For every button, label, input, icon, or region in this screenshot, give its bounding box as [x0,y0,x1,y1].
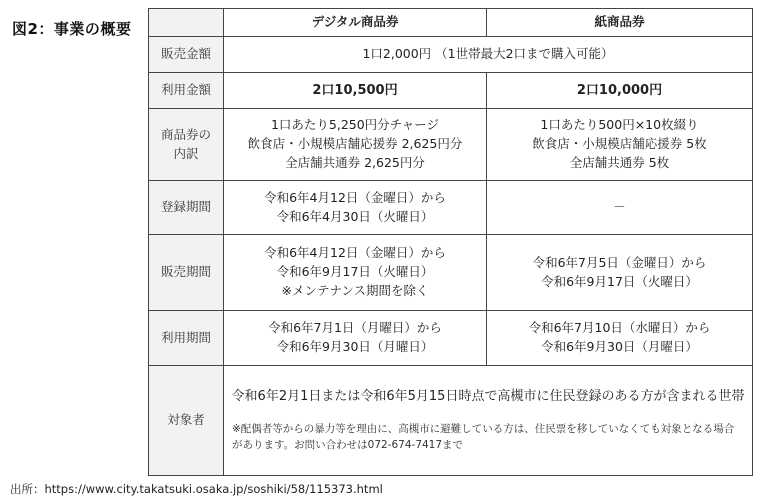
source-citation: 出所：https://www.city.takatsuki.osaka.jp/soshiki/58/115373.html [10,482,383,496]
usage-amount-digital: 2口10,500円 [224,73,487,109]
use-period-digital-line: 令和6年9月30日（月曜日） [276,339,434,354]
use-period-digital-line: 令和6年7月1日（月曜日）から [268,320,442,336]
breakdown-paper-line: 全店舗共通券 5枚 [569,154,670,170]
sales-digital [224,235,487,311]
eligible-main-text: 令和6年2月1日または令和6年5月15日時点で高槻市に住民登録のある方が含まれる世帯 [231,389,745,405]
overview-table [148,8,753,476]
header-paper: 紙商品券 [487,9,753,37]
header-digital: デジタル商品券 [224,9,487,37]
figure-title: 図2：事業の概要 [12,20,132,38]
eligible-value [224,366,753,476]
registration-digital-line: 令和6年4月30日（火曜日） [276,208,434,224]
breakdown-digital [224,109,487,181]
row-label-registration: 登録期間 [149,181,224,235]
row-label-price: 販売金額 [149,37,224,73]
sales-digital-line: 令和6年9月17日（火曜日） [276,264,434,280]
table-row-price [149,37,753,73]
breakdown-paper-line: 1口あたり500円×10枚綴り [540,117,699,133]
table-row-eligible [149,366,753,476]
table-row-breakdown [149,109,753,181]
price-value: 1口2,000円 （1世帯最大2口まで購入可能） [224,37,753,73]
header-empty-cell [149,9,224,37]
table-row-registration [149,181,753,235]
use-period-digital [224,311,487,366]
table-row-sales [149,235,753,311]
row-label-eligible: 対象者 [149,366,224,476]
breakdown-paper-line: 飲食店・小規模店舗応援券 5枚 [532,136,707,152]
breakdown-digital-line: 全店舗共通券 2,625円分 [285,154,425,170]
row-label-usage-amount: 利用金額 [149,73,224,109]
usage-amount-paper: 2口10,000円 [487,73,753,109]
use-period-paper-line: 令和6年9月30日（月曜日） [541,339,698,354]
sales-paper-line: 令和6年7月5日（金曜日）から [532,254,707,270]
row-label-use-period: 利用期間 [149,311,224,366]
registration-digital-line: 令和6年4月12日（金曜日）から [264,189,446,205]
breakdown-digital-line: 1口あたり5,250円分チャージ [270,117,440,133]
sales-digital-line: ※メンテナンス期間を除く [281,282,429,298]
registration-paper: － [487,181,753,235]
table-header-row [149,9,753,37]
sales-paper-line: 令和6年9月17日（火曜日） [541,273,698,289]
row-label-sales: 販売期間 [149,235,224,311]
sales-paper [487,235,753,311]
use-period-paper [487,311,753,366]
table-row-use-period [149,311,753,366]
table-row-usage-amount [149,73,753,109]
breakdown-digital-line: 飲食店・小規模店舗応援券 2,625円分 [247,136,463,152]
registration-digital [224,181,487,235]
sales-digital-line: 令和6年4月12日（金曜日）から [264,245,446,261]
breakdown-paper [487,109,753,181]
breakdown-label-line-1: 商品券の [160,126,211,142]
row-label-breakdown [149,109,224,181]
use-period-paper-line: 令和6年7月10日（水曜日）から [528,320,711,336]
breakdown-label-line-2: 内訳 [173,145,199,161]
eligible-note: ※配偶者等からの暴力等を理由に、高槻市に避難している方は、住民票を移していなくても対象となる場合があります。お問い合わせは072-674-7417まで [232,423,735,451]
